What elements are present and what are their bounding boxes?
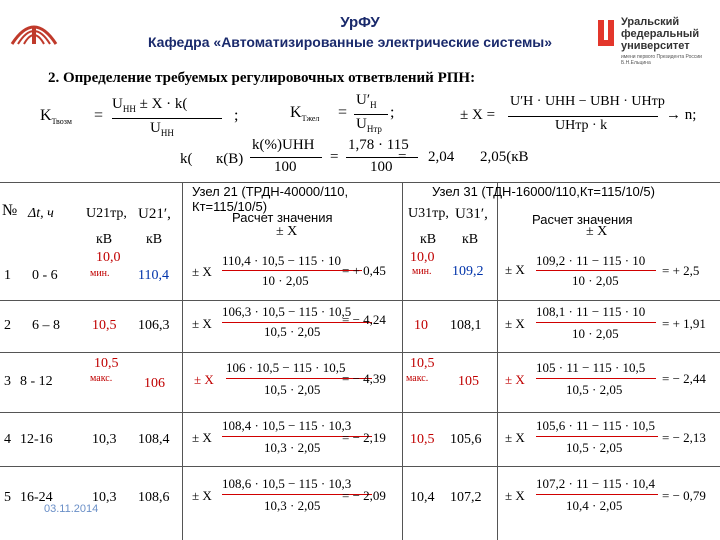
calc21-num: 110,4 · 10,5 − 115 · 10 [222, 253, 342, 268]
table-top-border [0, 182, 720, 183]
row-dt: 0 - 6 [32, 268, 58, 283]
calc31-res: = − 2,13 [662, 430, 706, 445]
f3-end: → n; [666, 107, 697, 123]
calc21-res: = + 0,45 [342, 263, 386, 278]
f4-res2: 2,05(кВ [480, 149, 529, 165]
row-u21tr-note: макс. [90, 373, 113, 384]
f4-frac1-num: k(%)UНН [252, 137, 315, 153]
f4-eq1: = [330, 149, 339, 165]
header-org: УрФУ [340, 14, 380, 31]
row-u31: 105,6 [450, 432, 482, 447]
col-u31tr: U31тр, [408, 206, 449, 221]
row-u21: 108,4 [138, 432, 170, 447]
f2-den-u: U [356, 116, 367, 132]
calc21-bar [222, 270, 362, 271]
col-u21: U21′, [138, 206, 171, 222]
row-u31tr-note: мин. [412, 266, 432, 277]
col-x21: ± X [276, 224, 298, 239]
f1-num-rest: ± X · k( [139, 96, 188, 112]
calc21-den: 10 · 2,05 [262, 273, 309, 288]
footer-date: 03.11.2014 [44, 503, 99, 515]
f4-eq2: = [398, 149, 407, 165]
logo-line-3: университет [621, 40, 690, 52]
f1-lhs: K [40, 107, 52, 124]
f2-num-u: U′ [356, 92, 371, 108]
f2-den-sub: Нтр [366, 124, 382, 134]
row-u21: 110,4 [138, 268, 169, 283]
row-dt: 8 - 12 [20, 374, 53, 389]
row-no: 5 [4, 490, 11, 505]
row-no: 3 [4, 374, 11, 389]
row-u21: 106,3 [138, 318, 170, 333]
col-kv-3: кВ [420, 232, 437, 247]
row-sep [0, 352, 720, 353]
calc21-x-label: ± X [194, 372, 214, 387]
header-department: Кафедра «Автоматизированные электрические системы» [147, 34, 553, 50]
calc21-num: 106,3 · 10,5 − 115 · 10,5 [222, 304, 352, 319]
calc31-num: 105,6 · 11 − 115 · 10,5 [536, 418, 656, 433]
calc31-x-label: ± X [505, 430, 525, 445]
row-u21tr: 10,5 [92, 318, 117, 333]
urfu-logo [595, 14, 720, 66]
row-dt: 6 – 8 [32, 318, 60, 333]
col-dt: Δt, ч [28, 206, 54, 221]
section-title: 2. Определение требуемых регулировочных ответвлений РПН: [48, 70, 476, 86]
calc31-res: = − 0,79 [662, 488, 706, 503]
row-u31tr-note: макс. [406, 373, 429, 384]
col-kv-2: кВ [146, 232, 163, 247]
row-u31tr: 10,5 [410, 432, 435, 447]
row-u21tr: 10,3 [92, 490, 117, 505]
row-u21: 108,6 [138, 490, 170, 505]
calc31-x-label: ± X [505, 488, 525, 503]
f2-lhs-sub: Тжел [301, 114, 320, 124]
f1-num-u: U [112, 96, 123, 112]
f2-lhs: K [290, 104, 302, 121]
col-calc31: Расчет значения [532, 212, 633, 227]
calc21-den: 10,5 · 2,05 [264, 324, 321, 339]
f3-den: UНтр · k [555, 118, 608, 133]
logo-line-2: федеральный [621, 28, 700, 40]
calc21-den: 10,5 · 2,05 [264, 382, 321, 397]
calc21-den: 10,3 · 2,05 [264, 440, 321, 455]
row-u31tr: 10,4 [410, 490, 435, 505]
calc21-num: 108,4 · 10,5 − 115 · 10,3 [222, 418, 352, 433]
calc31-x-label: ± X [505, 372, 525, 387]
calc21-res: = − 2,19 [342, 430, 386, 445]
calc31-num: 108,1 · 11 − 115 · 10 [536, 304, 646, 319]
calc21-x-label: ± X [192, 488, 212, 503]
col-x31: ± X [586, 224, 608, 239]
calc31-res: = + 2,5 [662, 263, 700, 278]
f2-end: ; [390, 104, 395, 121]
logo-subtitle: имени первого Президента России Б.Н.Ельцина [621, 54, 702, 66]
calc21-x-label: ± X [192, 430, 212, 445]
f1-den-sub: НН [160, 128, 174, 138]
calc31-x-label: ± X [505, 262, 525, 277]
calc31-num: 109,2 · 11 − 115 · 10 [536, 253, 646, 268]
row-sep [0, 412, 720, 413]
calc21-x-label: ± X [192, 316, 212, 331]
calc31-bar [536, 436, 658, 437]
row-u31: 105 [458, 374, 479, 389]
f1-lhs-sub: Твозм [51, 117, 72, 127]
col-no: № [2, 202, 18, 219]
f4-mid: к(В) [216, 151, 244, 167]
row-sep [0, 466, 720, 467]
calc31-bar [536, 378, 656, 379]
formula-4 [180, 135, 720, 179]
row-u21tr: 10,0 [96, 250, 121, 265]
row-dt: 12-16 [20, 432, 53, 447]
row-dt: 16-24 [20, 490, 53, 505]
row-sep [0, 300, 720, 301]
f1-eq: = [94, 107, 104, 124]
calc21-res: = − 2,09 [342, 488, 386, 503]
calc31-res: = − 2,44 [662, 371, 706, 386]
calc21-res: = − 4,39 [342, 371, 386, 386]
calc31-bar [536, 270, 656, 271]
f2-num-sub: Н [370, 100, 377, 110]
calc31-num: 107,2 · 11 − 115 · 10,4 [536, 476, 656, 491]
f4-frac2-num: 1,78 · 115 [348, 137, 409, 153]
f1-den-u: U [150, 120, 161, 136]
row-u21tr: 10,5 [94, 356, 119, 371]
calc21-num: 108,6 · 10,5 − 115 · 10,3 [222, 476, 352, 491]
f1-end: ; [234, 107, 239, 124]
row-u31tr: 10,5 [410, 356, 435, 371]
calc31-res: = + 1,91 [662, 316, 706, 331]
calc31-num: 105 · 11 − 115 · 10,5 [536, 360, 646, 375]
col-u31: U31′, [455, 206, 488, 222]
calc31-bar [536, 494, 658, 495]
col-calc21: Расчет значения [232, 210, 333, 225]
calc31-bar [536, 322, 656, 323]
row-no: 1 [4, 268, 11, 283]
ural-logo-emblem [4, 8, 64, 52]
row-u21tr: 10,3 [92, 432, 117, 447]
f2-eq: = [338, 104, 348, 121]
table-divider-2 [402, 182, 403, 540]
row-no: 4 [4, 432, 11, 447]
calc21-res: = − 4,24 [342, 312, 386, 327]
f4-frac2-den: 100 [370, 159, 393, 175]
col-u21tr: U21тр, [86, 206, 127, 221]
calc31-x-label: ± X [505, 316, 525, 331]
calc31-den: 10,5 · 2,05 [566, 440, 623, 455]
row-u31tr: 10,0 [410, 250, 435, 265]
calc31-den: 10,5 · 2,05 [566, 382, 623, 397]
f3-num: U′Н · UНН − UВН · UНтр [510, 94, 665, 109]
table-divider [182, 182, 183, 540]
row-u21: 106 [144, 376, 165, 391]
f4-lhs: k( [180, 151, 193, 167]
node21-title: Узел 21 (ТРДН-40000/110, Кт=115/10/5) [192, 184, 349, 214]
row-u31: 107,2 [450, 490, 482, 505]
col-kv-4: кВ [462, 232, 479, 247]
calc31-den: 10 · 2,05 [572, 273, 619, 288]
row-u31: 108,1 [450, 318, 482, 333]
row-u21tr-note: мин. [90, 268, 110, 279]
row-u31: 109,2 [452, 264, 484, 279]
f4-frac1-den: 100 [274, 159, 297, 175]
calc21-num: 106 · 10,5 − 115 · 10,5 [226, 360, 346, 375]
urfu-logo-mark [595, 18, 617, 54]
node31-title: Узел 31 (ТДН-16000/110,Кт=115/10/5) [432, 184, 655, 199]
col-kv-1: кВ [96, 232, 113, 247]
f4-res1: 2,04 [428, 149, 455, 165]
table-divider-3 [497, 182, 498, 540]
row-u31tr: 10 [414, 318, 428, 333]
row-no: 2 [4, 318, 11, 333]
calc21-den: 10,3 · 2,05 [264, 498, 321, 513]
calc21-x-label: ± X [192, 264, 212, 279]
calc31-den: 10 · 2,05 [572, 326, 619, 341]
calc31-den: 10,4 · 2,05 [566, 498, 623, 513]
logo-line-1: Уральский [621, 16, 680, 28]
f3-lhs: ± X = [460, 107, 496, 123]
f1-num-sub: НН [122, 104, 136, 114]
